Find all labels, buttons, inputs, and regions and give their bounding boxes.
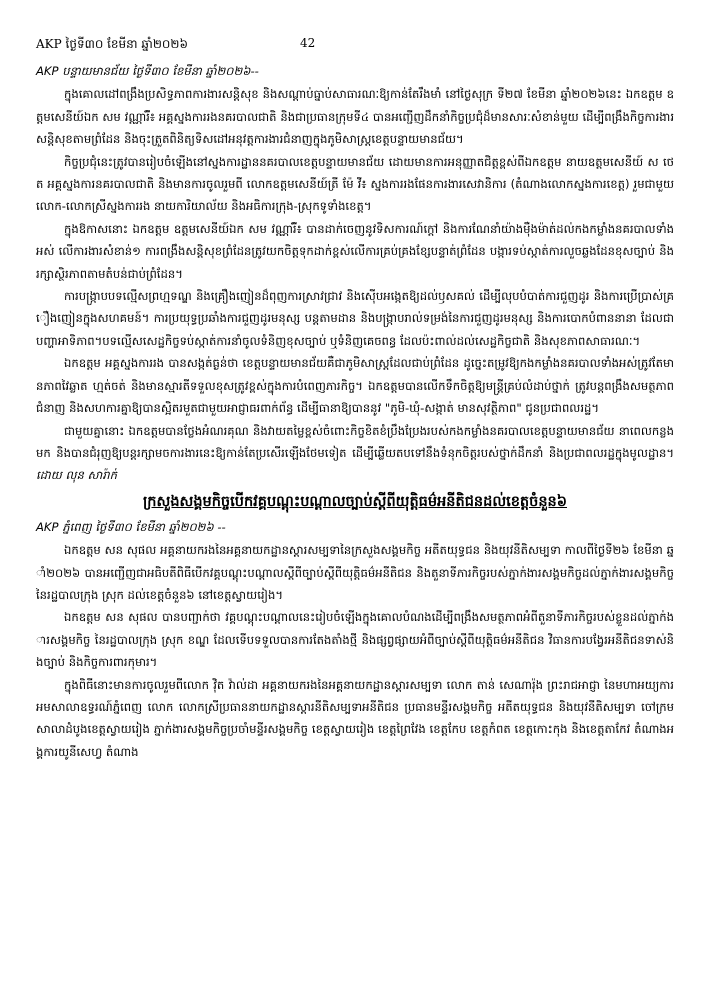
article-1-dateline: AKP បន្ទាយមានជ័យ ថ្ងៃទី៣០ ខែមីនា ឆ្នាំ២០២៦--: [36, 64, 259, 78]
article-1-paragraph-3: ក្នុងឱកាសនោះ ឯកឧត្តម ឧត្តមសេនីយ៍ឯក សម វណ្ណារី៍៖ បានដាក់ចេញនូវទិសការណ៍ក្តៅ និងការណែនាំយ៉ាងម៉ឺងម៉ាត់ដល់កងកម្លាំងនគរបាលទាំងអស់ លើការងារសំខាន់១ ការពង្រឹងសន្តិសុខព្រំដែនត្រូវយកចិត្តទុកដាក់ខ្ពស់លើការគ្រប់គ្រងខ្សែបន្ទាត់ព្រំដែន បង្ការទប់ស្កាត់ការលួចឆ្លងដែនខុសច្បាប់ និងរក្សាស្ថិរភាពតាមតំបន់ជាប់ព្រំដែន។: [36, 221, 674, 281]
article-1-paragraph-6-text: ជាមួយគ្នានោះ ឯកឧត្តមបានថ្លែងអំណរគុណ និងវាយតម្លៃខ្ពស់ចំពោះកិច្ចខិតខំប្រឹងប្រែងរបស់កងកម្លាំងនគរបាលខេត្តបន្ទាយមានជ័យ នាពេលកន្លងមក និងបានជំរុញឱ្យបន្តរក្សាមចការងារនេះឱ្យកាន់តែប្រសើរឡើងថែមទៀត ដើម្បីឆ្លើយតបទៅនឹងទំនុកចិត្តរបស់ថ្នាក់ដឹកនាំ និងប្រជាពលរដ្ឋក្នុងមូលដ្ឋាន។: [36, 423, 674, 460]
article-1-paragraph-1: ក្នុងគោលដៅពង្រឹងប្រសិទ្ធភាពការងារសន្តិសុខ និងសណ្តាប់ធ្នាប់សាធារណៈឱ្យកាន់តែរឹងមាំ នៅថ្ងៃសុក្រ ទី២៧ ខែមីនា ឆ្នាំ២០២៦នេះ ឯកឧត្តម ឧត្តមសេនីយ៍ឯក សម វណ្ណារី៍៖ អគ្គស្នងការរងនគរបាលជាតិ និងជាប្រធានក្រុមទី៤ បានអញ្ជើញដឹកនាំកិច្ចប្រជុំដ៏មានសារៈសំខាន់មួយ ដើម្បីពង្រឹងកិច្ចការងារសន្តិសុខតាមព្រំដែន និងចុះត្រួតពិនិត្យទិសដៅអនុវត្តការងារជំនាញក្នុងភូមិសាស្ត្រខេត្តបន្ទាយមានជ័យ។: [36, 87, 674, 147]
article-1-paragraph-6: [36, 420, 674, 487]
article-1-paragraph-4: ការបង្ក្រាបបទល្មើសព្រហ្មទណ្ឌ និងគ្រឿងញៀនដ៏ពុញការស្រាវជ្រាវ និងស៊ើបអង្កេតឱ្យដល់ឫសគល់ ដើម្បីលុបបំបាត់ការជួញដូរ និងការប្រើប្រាស់គ្រឿងញៀនក្នុងសហគមន៍។ ការប្រយុទ្ធប្រឆាំងការជួញដូរមនុស្ស បន្តតាមដាន និងបង្ក្រាបរាល់ទម្រង់នៃការជួញដូរមនុស្ស និងការបោកបំពាននានា ដែលជាបញ្ហាអាទិភាព។បទល្មើសសេដ្ឋកិច្ចទប់ស្កាត់ការនាំចូលទំនិញខុសច្បាប់ ឬទំនិញគេចពន្ធ ដែលប៉ះពាល់ដល់សេដ្ឋកិច្ចជាតិ និងសុខភាពសាធារណៈ។: [36, 289, 674, 348]
article-2-paragraph-1: ឯកឧត្តម សន សុផល អគ្គនាយករងនៃអគ្គនាយកដ្ឋានស្តារសម្បទានៃក្រសួងសង្គមកិច្ច អតីតយុទ្ធជន និងយុវនីតិសម្បទា កាលពីថ្ងៃទី២៦ ខែមីនា ឆ្នាំ២០២៦ បានអញ្ជើញជាអធិបតីពិធីបើកវគ្គបណ្តុះបណ្តាលស្តីពីច្បាប់ស្តីពីយុត្តិធម៌អនីតិជន និងតួនាទីភារកិច្ចរបស់ភ្នាក់ងារសង្គមកិច្ចដល់ភ្នាក់ងារសង្គមកិច្ចនៃរដ្ឋបាលក្រុង ស្រុក ដល់ខេត្តចំនួន៦ នៅខេត្តស្វាយរៀង។: [36, 543, 674, 602]
article-2-headline: ក្រសួងសង្គមកិច្ចបើកវគ្គបណ្តុះបណ្តាលច្បាប់ស្តីពីយុត្តិធម៌អនីតិជនដល់ខេត្តចំនួន៦: [142, 493, 568, 510]
article-1-paragraph-2: កិច្ចប្រជុំនេះត្រូវបានរៀបចំឡើងនៅស្នងការដ្ឋាននគរបាលខេត្តបន្ទាយមានជ័យ ដោយមានការអនុញ្ញាតជិត្តខ្ពស់ពីឯកឧត្តម នាយឧត្តមសេនីយ៍ ស ថេត អគ្គស្នងការនគរបាលជាតិ និងមានការចូលរួមពី លោកឧត្តមសេនីយ៍ត្រី ម៉ែ វី៖ ស្នងការរងផែនការងារសេវានិការ (តំណាងលោកស្នងការខេត្ត) រួមជាមួយលោក-លោកស្រីស្នងការរង នាយការិយាល័យ និងអធិការក្រុង-ស្រុកទូទាំងខេត្ត។: [36, 154, 674, 214]
page-number: 42: [300, 36, 316, 50]
article-2-dateline: AKP ភ្នំពេញ ថ្ងៃទី៣០ ខែមីនា ឆ្នាំ២០២៦ --: [36, 519, 226, 534]
running-header: AKP ថ្ងៃទី៣០ ខែមីនា ឆ្នាំ២០២៦: [36, 37, 188, 51]
article-2-paragraph-2: ឯកឧត្តម សន សុផល បានបញ្ជាក់ថា វគ្គបណ្តុះបណ្តាលនេះរៀបចំឡើងក្នុងគោលបំណងដើម្បីពង្រឹងសមត្ថភាពអំពីតួនាទីភារកិច្ចរបស់ខ្លួនដល់ភ្នាក់ងារសង្គមកិច្ច នៃរដ្ឋបាលក្រុង ស្រុក ខណ្ឌ ដែលទើបទទួលបានការតែងតាំងថ្មី និងផ្សព្វផ្សាយអំពីច្បាប់ស្តីពីយុត្តិធម៌អនីតិជន វិធានការបង្វែរអនីតិជនទាស់និងច្បាប់ និងកិច្ចការពារកុមារ។: [36, 610, 674, 670]
page-content: [36, 60, 674, 763]
article-2-paragraph-3: ក្នុងពិធីនោះមានការចូលរួមពីលោក វ៉ិត វ៉ាល់ដា អគ្គនាយករងនៃអគ្គនាយកដ្ឋានស្តារសម្បទា លោក តាន់ សេណារ៉ុង ព្រះរាជអាជ្ញា នៃមហាអយ្យការអមសាលាឧទ្ធរណ៍ភ្នំពេញ លោក លោកស្រីប្រធាននាយកដ្ឋានស្តារនីតិសម្បទាអនីតិជន ប្រធានមន្ទីរសង្គមកិច្ច អតីតយុទ្ធជន និងយុវនីតិសម្បទា ចៅក្រមសាលាដំបូងខេត្តស្វាយរៀង ភ្នាក់ងារសង្គមកិច្ចប្រចាំមន្ទីរសង្គមកិច្ច ខេត្តស្វាយរៀង ខេត្តព្រៃវែង ខេត្តកែប ខេត្តកំពត ខេត្តកោះកុង និងខេត្តតាកែវ តំណាងអង្គការយូនីសេហ្វ តំណាង: [36, 677, 674, 759]
article-1-byline: ដោយ លុន សារ៉ាក់: [36, 468, 117, 483]
article-1-paragraph-5: ឯកឧត្តម អគ្គស្នងការរង បានសង្កត់ធ្ងន់ថា ខេត្តបន្ទាយមានជ័យគឺជាភូមិសាស្ត្រដែលជាប់ព្រំដែន ដូច្នេះតម្រូវឱ្យកងកម្លាំងនគរបាលទាំងអស់ត្រូវតែមានភាពវៃឆ្លាត ហ្មត់ចត់ និងមានស្មារតីទទួលខុសត្រូវខ្ពស់ក្នុងការបំពេញភារកិច្ច។ ឯកឧត្តមបានលើកទឹកចិត្តឱ្យមន្ត្រីគ្រប់លំដាប់ថ្នាក់ ត្រូវបន្តពង្រឹងសមត្ថភាពជំនាញ និងសហការគ្នាឱ្យបានស្អិតរមួតជាមួយអាជ្ញាធរពាក់ព័ន្ធ ដើម្បីធានាឱ្យបាននូវ "ភូមិ-ឃុំ-សង្កាត់ មានសុវត្ថិភាព" ជូនប្រជាពលរដ្ឋ។: [36, 356, 674, 416]
